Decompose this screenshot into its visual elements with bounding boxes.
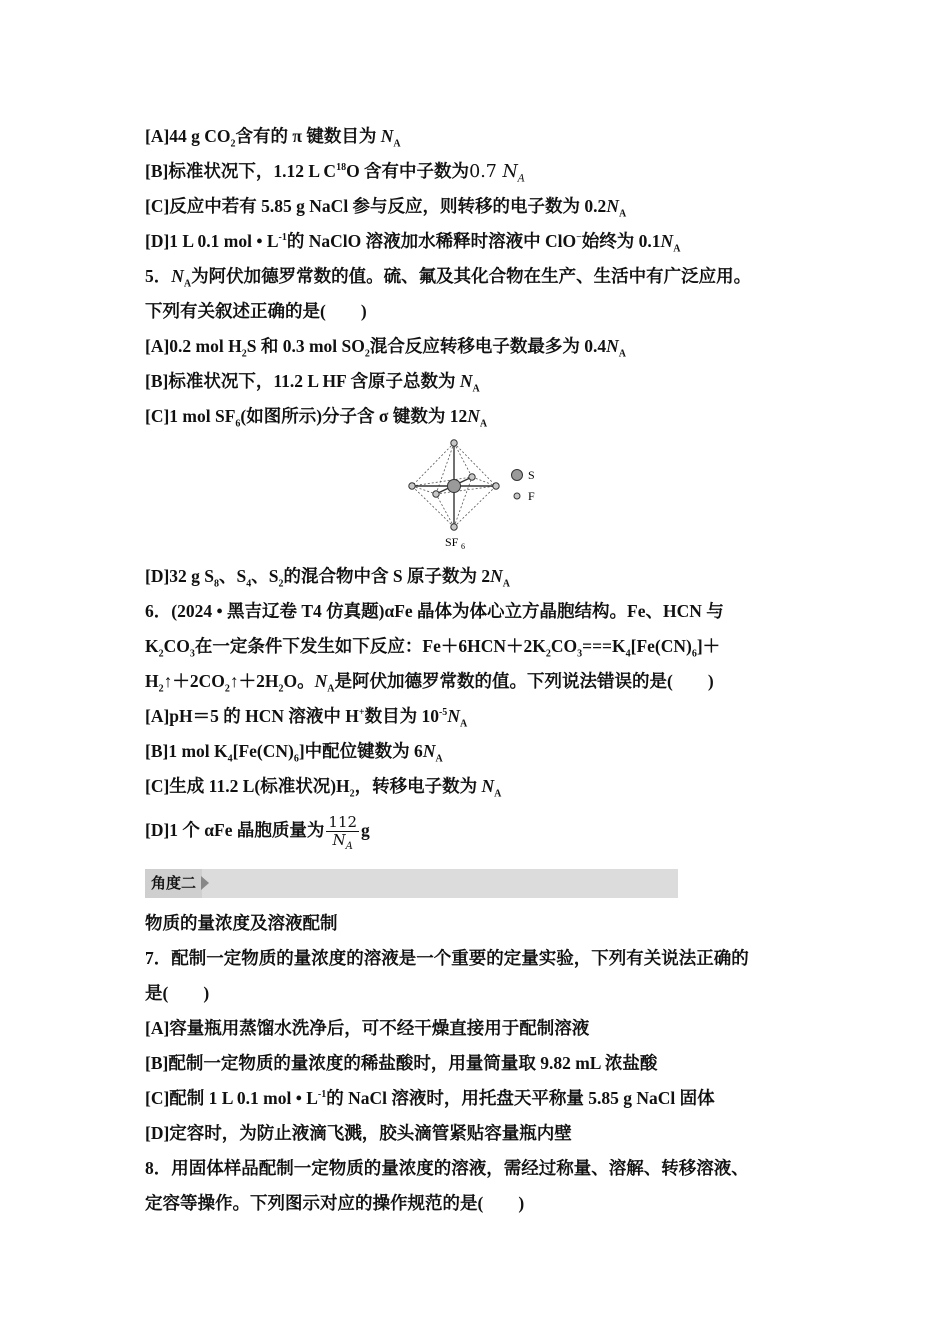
q5-option-d: [D]32 g $S_8$、$S_4$、$S_2$的混合物中含 S 原子数为 $2N_A$ <box>145 566 510 590</box>
q6-stem-line-2: $K_2CO_3$在一定条件下发生如下反应：$Fe+6HCN+2K_2CO_3===K_4[Fe(CN)_6]+$ <box>145 636 721 660</box>
sf6-octahedron-diagram <box>400 436 550 556</box>
legend-s-label: S <box>528 468 535 482</box>
fluorine-atom <box>493 483 499 489</box>
q4-option-d: [D]1 L 0.1 mol • $L^{-1}$的 NaClO 溶液加水稀释时溶液中 ClO−始终为 $0.1N_A$ <box>145 231 681 255</box>
sulfur-atom <box>448 480 461 493</box>
fluorine-atom <box>409 483 415 489</box>
q4-option-b: [B]标准状况下，1.12 L $C^{18}O$ 含有中子数为0.7 $N_A$ <box>145 161 526 185</box>
q7-option-d: [D]定容时，为防止液滴飞溅，胶头滴管紧贴容量瓶内壁 <box>145 1123 572 1143</box>
legend-s-marker <box>512 470 523 481</box>
sf6-molecule-figure <box>400 436 550 556</box>
figure-caption: SF <box>445 535 459 549</box>
q6-option-c: [C]生成 11.2 L(标准状况)$H_2$，转移电子数为 $N_A$ <box>145 776 502 800</box>
section-tag: 角度二 <box>145 869 202 898</box>
q4-option-a: [A]44 g $CO_2$含有的 π 键数目为 $N_A$ <box>145 126 401 150</box>
fluorine-atom <box>451 524 457 530</box>
figure-caption-subscript: 6 <box>461 542 465 551</box>
fluorine-atom <box>451 440 457 446</box>
section-arrow-icon <box>201 876 209 890</box>
q5-option-a: [A]0.2 mol $H_2S$ 和 0.3 mol $SO_2$混合反应转移电子数最多为 $0.4N_A$ <box>145 336 627 360</box>
q7-stem-line-1: 7．配制一定物质的量浓度的溶液是一个重要的定量实验，下列有关说法正确的 <box>145 948 749 968</box>
q5-stem-line-1: 5．$N_A$为阿伏加德罗常数的值。硫、氟及其化合物在生产、生活中有广泛应用。 <box>145 266 752 290</box>
fraction-112-over-na: $\frac{112}{N_A}$ <box>328 813 358 853</box>
q5-option-b: [B]标准状况下，11.2 L HF 含原子总数为 $N_A$ <box>145 371 480 395</box>
section-title: 物质的量浓度及溶液配制 <box>145 913 338 933</box>
q8-stem-line-1: 8．用固体样品配制一定物质的量浓度的溶液，需经过称量、溶解、转移溶液、 <box>145 1158 749 1178</box>
q4-option-c: [C]反应中若有 5.85 g NaCl 参与反应，则转移的电子数为 $0.2N_A$ <box>145 196 627 220</box>
q6-option-b: [B]1 mol $K_4[Fe(CN)_6]$中配位键数为 $6N_A$ <box>145 741 443 765</box>
q7-stem-line-2: 是( ) <box>145 983 210 1003</box>
legend-f-marker <box>514 493 520 499</box>
fluorine-atom <box>433 491 439 497</box>
q7-option-c: [C]配制 1 L 0.1 mol • $L^{-1}$的 NaCl 溶液时，用托盘天平称量 5.85 g NaCl 固体 <box>145 1088 715 1108</box>
q8-stem-line-2: 定容等操作。下列图示对应的操作规范的是( ) <box>145 1193 525 1213</box>
section-header-bar <box>145 869 678 898</box>
q6-option-d: [D]1 个 αFe 晶胞质量为 $\frac{112}{N_A}$ g <box>145 813 370 853</box>
fluorine-atom <box>469 474 475 480</box>
q6-stem-line-3: $H_2↑+2CO_2↑+2H_2O$。$N_A$是阿伏加德罗常数的值。下列说法错误的是( ) <box>145 671 714 695</box>
q7-option-b: [B]配制一定物质的量浓度的稀盐酸时，用量筒量取 9.82 mL 浓盐酸 <box>145 1053 658 1073</box>
legend-f-label: F <box>528 489 535 503</box>
q6-option-a: [A]pH＝5 的 HCN 溶液中 H+数目为 $10^{-5}N_A$ <box>145 706 468 730</box>
q5-option-c: [C]1 mol $SF_6$(如图所示)分子含 σ 键数为 $12N_A$ <box>145 406 488 430</box>
q6-stem-line-1: 6．(2024 • 黑吉辽卷 T4 仿真题)αFe 晶体为体心立方晶胞结构。Fe、HCN 与 <box>145 601 724 621</box>
q7-option-a: [A]容量瓶用蒸馏水洗净后，可不经干燥直接用于配制溶液 <box>145 1018 590 1038</box>
q5-stem-line-2: 下列有关叙述正确的是( ) <box>145 301 367 321</box>
